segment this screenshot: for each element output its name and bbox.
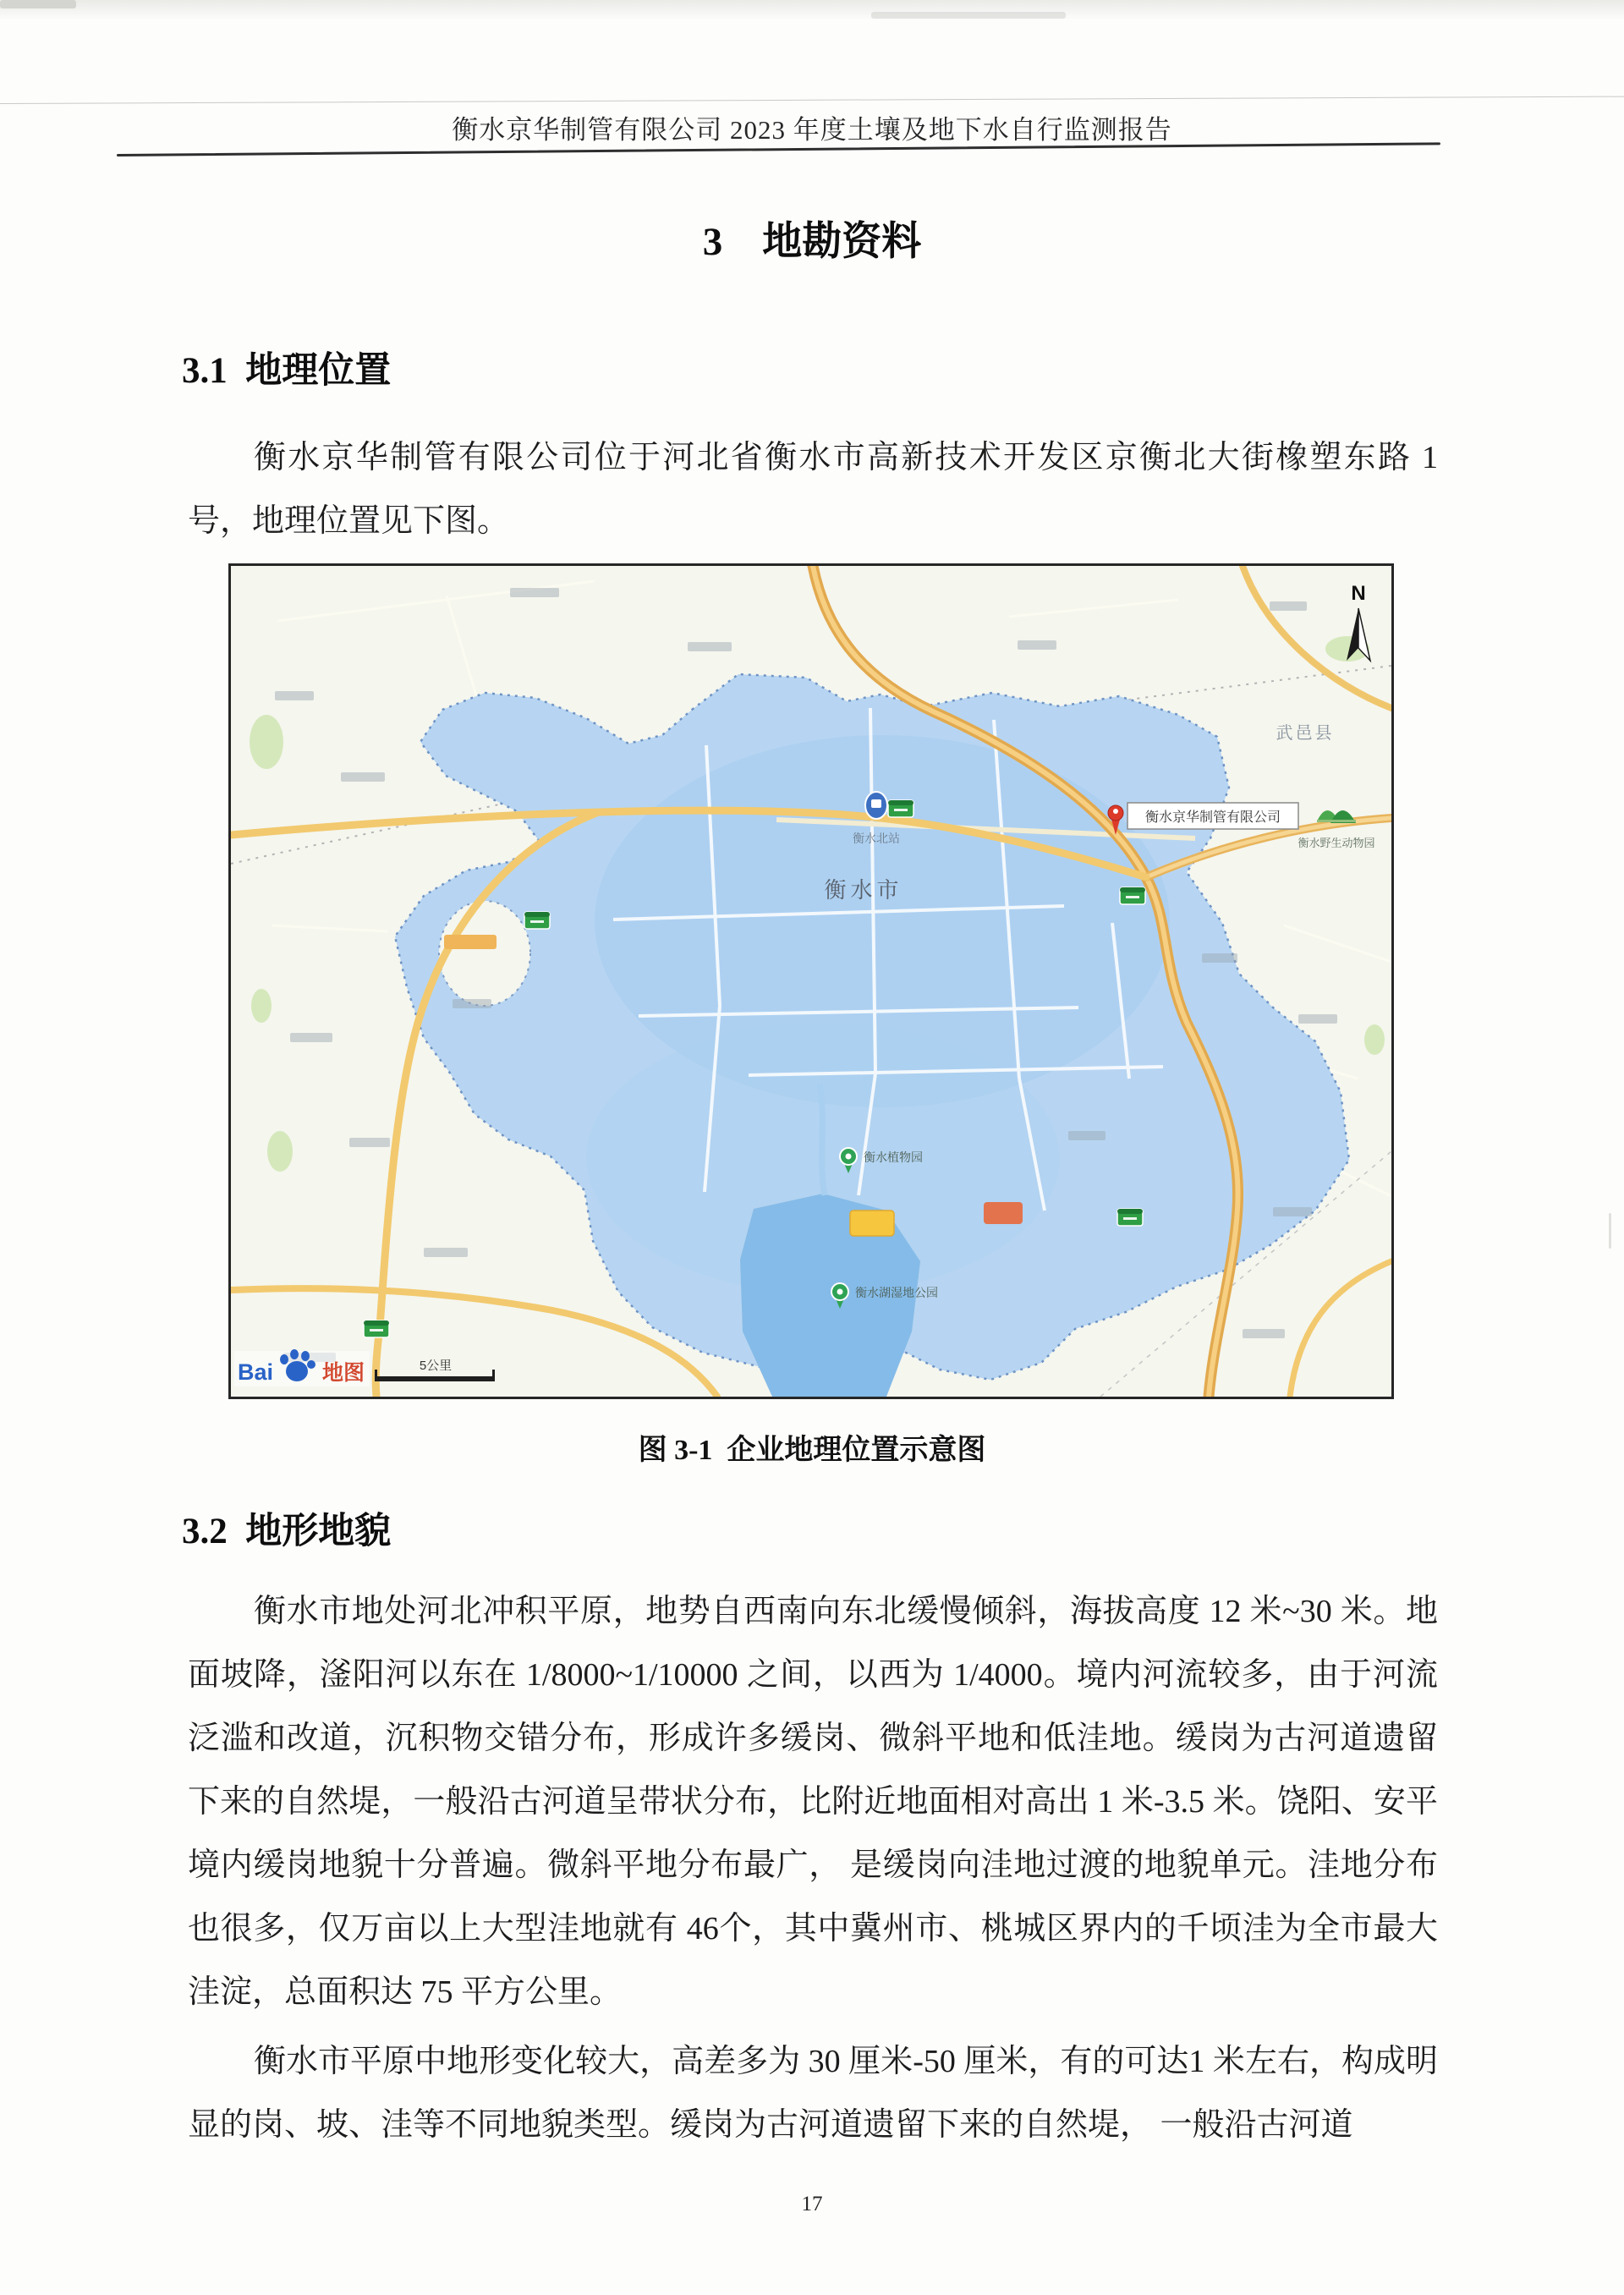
page-number: 17 [801,2193,823,2215]
section-3-2-paragraph-1: 衡水市地处河北冲积平原，地势自西南向东北缓慢倾斜，海拔高度 12 米~30 米。地面坡降，滏阳河以东在 1/8000~1/10000 之间，以西为 1/4000。境内河流较多，由于河流泛滥和改道，沉积物交错分布，形成许多缓岗、微斜平地和低洼地。缓岗为古河道遗留下来的自然堤，一般沿古河道呈带状分布，比附近地面相对高出 1 米-3.5 米。饶阳、安平境内缓岗地貌十分普遍。微斜平地分布最广， 是缓岗向洼地过渡的地貌单元。洼地分布也很多，仅万亩以上大型洼地就有 46个，其中冀州市、桃城区界内的千顷洼为全市最大洼淀，总面积达 75 平方公里。 [188,1594,1438,2010]
chapter-title: 3 地勘资料 [702,220,922,264]
header-rule-light [0,96,1624,104]
scan-edge-band [0,0,1624,20]
city-label: 衡水市 [824,877,903,903]
company-label: 衡水京华制管有限公司 [1144,810,1281,825]
baidu-logo-cjk: 地图 [322,1361,365,1385]
running-header: 衡水京华制管有限公司 2023 年度土壤及地下水自行监测报告 [452,115,1172,145]
scan-artifact [0,0,76,8]
baidu-logo [234,1349,370,1386]
scale-label: 5公里 [419,1359,453,1373]
north-label: N [1351,582,1366,605]
figure-caption: 图 3-1 企业地理位置示意图 [638,1435,986,1466]
section-3-1-paragraph: 衡水京华制管有限公司位于河北省衡水市高新技术开发区京衡北大街橡塑东路 1 号，地理位置见下图。 [188,440,1438,539]
river-stream [820,1084,825,1195]
section-3-1-heading: 3.1 地理位置 [182,351,392,391]
poi-orange-rect [984,1202,1023,1224]
map-clear-notch [439,901,530,1006]
park2-label: 衡水湖湿地公园 [855,1286,938,1299]
road-segment-orange [444,935,497,949]
station-label: 衡水北站 [853,832,900,845]
poi-yellow-rect [850,1211,894,1236]
section-3-2-paragraph-2: 衡水市平原中地形变化较大，高差多为 30 厘米-50 厘米，有的可达1 米左右，构成明显的岗、坡、洼等不同地貌类型。缓岗为古河道遗留下来的自然堤， 一般沿古河道 [188,2044,1438,2143]
baidu-map [231,566,1391,1397]
scan-artifact [1609,1213,1611,1249]
location-map-figure [228,563,1394,1399]
baidu-logo-latin: Bai [238,1359,274,1385]
company-label-box [1127,803,1298,829]
county-label: 武邑县 [1276,724,1335,743]
scan-artifact [871,12,1066,19]
zoo-label: 衡水野生动物园 [1298,837,1375,849]
section-3-2-heading: 3.2 地形地貌 [182,1512,392,1551]
park1-label: 衡水植物园 [864,1150,923,1164]
train-station-icon [865,792,887,819]
